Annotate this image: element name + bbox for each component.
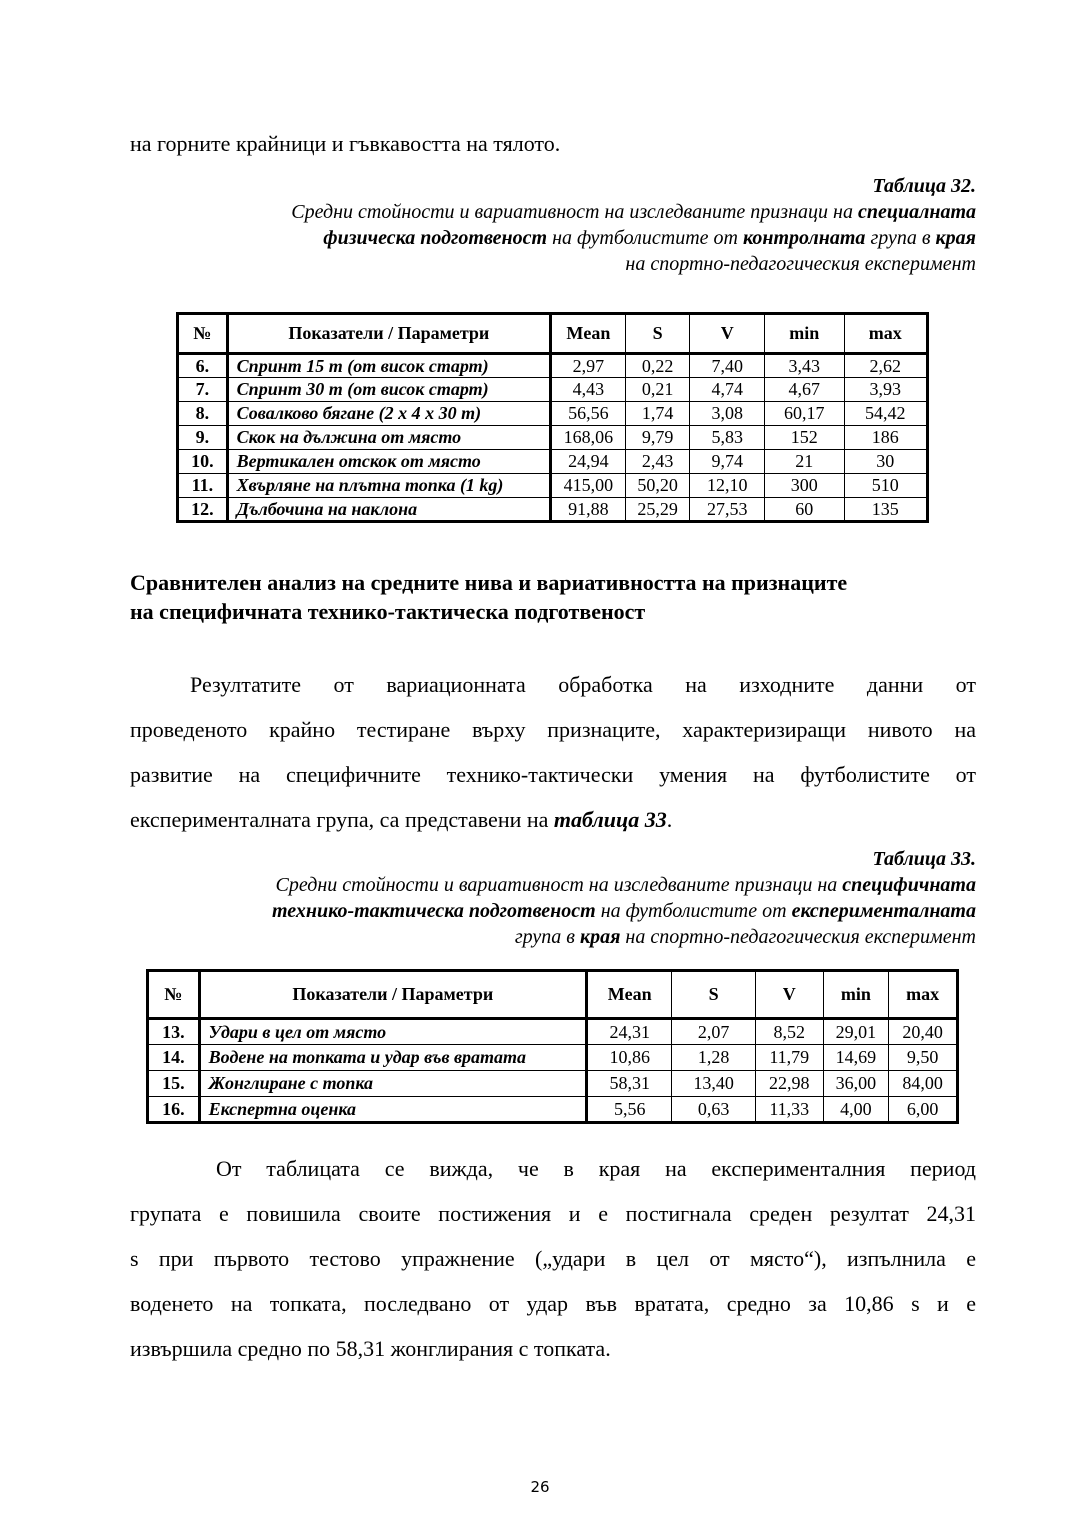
table33	[146, 969, 959, 1124]
table32-caption-line3: на спортно-педагогическия експеримент	[625, 253, 976, 275]
table-row: 16. Експертна оценка 5,56 0,63 11,33 4,00 6,00	[148, 1097, 958, 1123]
table-row: 7. Спринт 30 m (от висок старт) 4,43 0,21 4,74 4,67 3,93	[178, 378, 928, 402]
table32-header-mean: Mean	[551, 314, 626, 354]
table-row: 6. Спринт 15 m (от висок старт) 2,97 0,22 7,40 3,43 2,62	[178, 354, 928, 378]
table32-header-number: №	[178, 314, 228, 354]
table33-header-row	[148, 971, 958, 1019]
table33-header-min: min	[823, 971, 889, 1019]
table33-caption-line2: технико-тактическа подготвеност на футболистите от експерименталната	[271, 900, 976, 922]
table32-header-v: V	[690, 314, 765, 354]
table-row: 13. Удари в цел от място 24,31 2,07 8,52 29,01 20,40	[148, 1019, 958, 1045]
table33-header-parameters: Показатели / Параметри	[199, 971, 586, 1019]
table33-caption-line3: група в края на спортно-педагогическия експеримент	[514, 926, 976, 948]
paragraph-2: От таблицата се вижда, че в края на експерименталния период групата е повишила своите постижения и е постигнала среден резултат 24,31 s при първото тестово упражнение („удари в цел от място“), изпълнила е воденето на топката, последвано от удар във вратата, средно за 10,86 s и е извършила средно по 58,31 жонглирания с топката.	[130, 1156, 976, 1361]
table33-header-number: №	[148, 971, 200, 1019]
table32-header-row	[178, 314, 928, 354]
table-row: 12. Дълбочина на наклона 91,88 25,29 27,53 60 135	[178, 498, 928, 522]
table-row: 8. Совалково бягане (2 x 4 x 30 m) 56,56 1,74 3,08 60,17 54,42	[178, 402, 928, 426]
table32-caption-line1: Средни стойности и вариативност на изследваните признаци на специалната	[291, 201, 976, 223]
section-heading-line1: Сравнителен анализ на средните нива и вариативността на признаците	[130, 570, 848, 595]
table32-caption-line2: физическа подготвеност на футболистите от контролната група в края	[323, 227, 976, 249]
section-heading-line2: на специфичната технико-тактическа подготвеност	[130, 599, 646, 624]
table32-title: Таблица 32.	[872, 175, 976, 197]
table33-header-mean: Mean	[586, 971, 672, 1019]
table-row: 11. Хвърляне на плътна топка (1 kg) 415,00 50,20 12,10 300 510	[178, 474, 928, 498]
table-row: 14. Водене на топката и удар във вратата 10,86 1,28 11,79 14,69 9,50	[148, 1045, 958, 1071]
page-number: 26	[530, 1478, 550, 1496]
table32-header-parameters: Показатели / Параметри	[227, 314, 550, 354]
table33-caption-line1: Средни стойности и вариативност на изследваните признаци на специфичната	[275, 874, 976, 896]
table33-header-s: S	[672, 971, 755, 1019]
table32-header-max: max	[844, 314, 928, 354]
table-row: 9. Скок на дължина от място 168,06 9,79 5,83 152 186	[178, 426, 928, 450]
table33-header-max: max	[889, 971, 958, 1019]
table33-caption	[272, 846, 976, 950]
intro-line: на горните крайници и гъвкавостта на тялото.	[130, 131, 561, 156]
table-row: 10. Вертикален отскок от място 24,94 2,43 9,74 21 30	[178, 450, 928, 474]
table32	[176, 312, 929, 523]
table33-header-v: V	[755, 971, 823, 1019]
paragraph-1: Резултатите от вариационната обработка на изходните данни от проведеното крайно тестиране върху признаците, характеризиращи нивото на развитие на специфичните технико-тактически умения на футболистите от експерименталната група, са представени на таблица 33.	[130, 672, 976, 832]
table-row: 15. Жонглиране с топка 58,31 13,40 22,98 36,00 84,00	[148, 1071, 958, 1097]
table32-header-s: S	[625, 314, 690, 354]
table33-title: Таблица 33.	[872, 848, 976, 870]
table32-header-min: min	[765, 314, 845, 354]
table32-caption	[291, 173, 976, 277]
